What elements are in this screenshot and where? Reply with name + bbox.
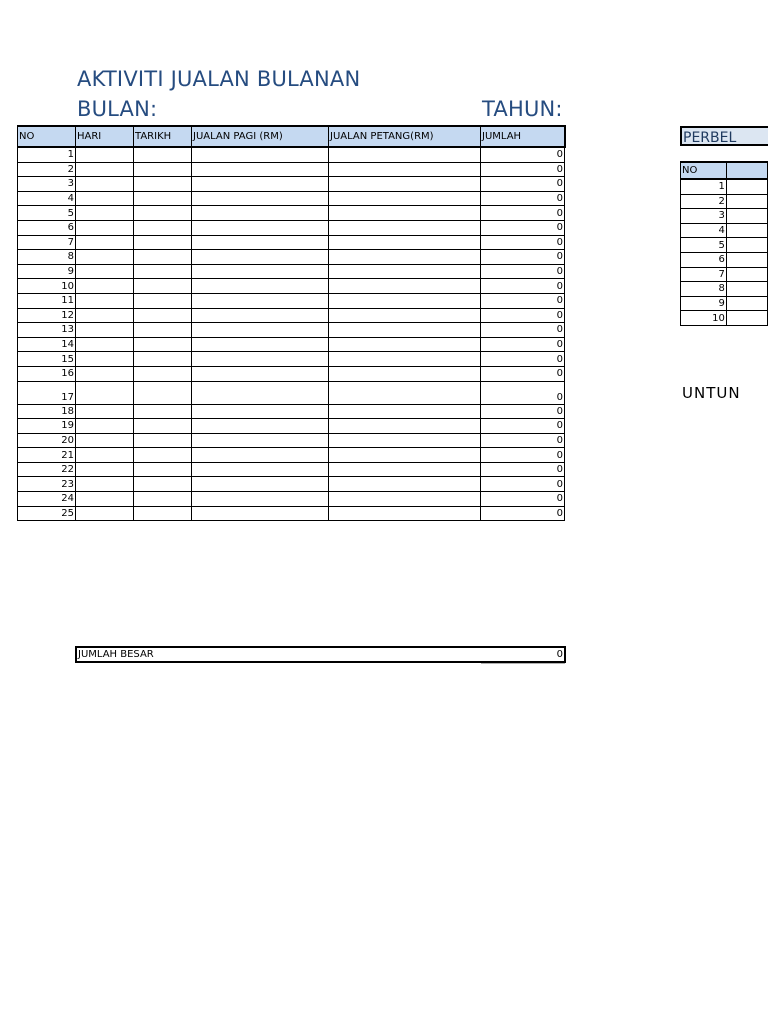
cell-hari[interactable] xyxy=(76,177,134,192)
cell-no: 8 xyxy=(18,250,76,265)
col-header-jumlah: JUMLAH xyxy=(481,126,565,147)
table-row xyxy=(18,250,565,265)
cell-no: 1 xyxy=(18,147,76,162)
cell-jumlah: 0 xyxy=(481,366,565,381)
side-cell-no: 1 xyxy=(681,179,727,194)
cell-jualan-petang[interactable] xyxy=(329,366,481,381)
cell-hari[interactable] xyxy=(76,206,134,221)
cell-tarikh[interactable] xyxy=(134,191,192,206)
cell-jualan-pagi[interactable] xyxy=(192,404,329,419)
cell-tarikh[interactable] xyxy=(134,404,192,419)
table-row xyxy=(18,147,565,162)
cell-jumlah: 0 xyxy=(481,235,565,250)
cell-hari[interactable] xyxy=(76,162,134,177)
cell-jualan-petang[interactable] xyxy=(329,147,481,162)
cell-jualan-pagi[interactable] xyxy=(192,308,329,323)
total-underline xyxy=(481,663,565,664)
cell-hari[interactable] xyxy=(76,477,134,492)
cell-tarikh[interactable] xyxy=(134,279,192,294)
side-table-row xyxy=(681,209,768,224)
cell-jualan-pagi[interactable] xyxy=(192,381,329,404)
cell-jumlah: 0 xyxy=(481,419,565,434)
bulan-label: BULAN: xyxy=(77,97,158,121)
side-table-row xyxy=(681,296,768,311)
cell-tarikh[interactable] xyxy=(134,147,192,162)
cell-no: 5 xyxy=(18,206,76,221)
side-table-body xyxy=(681,179,768,325)
cell-jualan-pagi[interactable] xyxy=(192,191,329,206)
cell-jualan-petang[interactable] xyxy=(329,177,481,192)
cell-no: 11 xyxy=(18,293,76,308)
cell-jualan-petang[interactable] xyxy=(329,419,481,434)
cell-tarikh[interactable] xyxy=(134,235,192,250)
table-row xyxy=(18,462,565,477)
cell-jumlah: 0 xyxy=(481,206,565,221)
side-cell-no: 9 xyxy=(681,296,727,311)
cell-jualan-petang[interactable] xyxy=(329,279,481,294)
cell-tarikh[interactable] xyxy=(134,352,192,367)
cell-no: 20 xyxy=(18,433,76,448)
cell-jualan-petang[interactable] xyxy=(329,308,481,323)
table-row xyxy=(18,293,565,308)
cell-hari[interactable] xyxy=(76,404,134,419)
cell-hari[interactable] xyxy=(76,352,134,367)
cell-hari[interactable] xyxy=(76,308,134,323)
table-row xyxy=(18,235,565,250)
cell-no: 9 xyxy=(18,264,76,279)
cell-no: 16 xyxy=(18,366,76,381)
cell-jualan-pagi[interactable] xyxy=(192,250,329,265)
cell-jumlah: 0 xyxy=(481,293,565,308)
cell-tarikh[interactable] xyxy=(134,462,192,477)
cell-jumlah: 0 xyxy=(481,448,565,463)
table-row xyxy=(18,264,565,279)
side-cell-value[interactable] xyxy=(726,311,767,326)
table-row xyxy=(18,337,565,352)
cell-hari[interactable] xyxy=(76,250,134,265)
cell-jualan-pagi[interactable] xyxy=(192,433,329,448)
cell-no: 2 xyxy=(18,162,76,177)
cell-hari[interactable] xyxy=(76,337,134,352)
table-row xyxy=(18,279,565,294)
cell-jualan-pagi[interactable] xyxy=(192,235,329,250)
cell-hari[interactable] xyxy=(76,235,134,250)
table-header-row xyxy=(18,126,565,147)
cell-jualan-pagi[interactable] xyxy=(192,337,329,352)
cell-tarikh[interactable] xyxy=(134,264,192,279)
cell-no: 13 xyxy=(18,323,76,338)
cell-jualan-petang[interactable] xyxy=(329,381,481,404)
cell-jualan-pagi[interactable] xyxy=(192,477,329,492)
cell-jumlah: 0 xyxy=(481,191,565,206)
cell-jualan-pagi[interactable] xyxy=(192,366,329,381)
cell-hari[interactable] xyxy=(76,419,134,434)
cell-no: 19 xyxy=(18,419,76,434)
tahun-label: TAHUN: xyxy=(482,97,563,121)
cell-jualan-pagi[interactable] xyxy=(192,492,329,507)
cell-jumlah: 0 xyxy=(481,337,565,352)
cell-no: 6 xyxy=(18,220,76,235)
cell-tarikh[interactable] xyxy=(134,206,192,221)
cell-jualan-petang[interactable] xyxy=(329,352,481,367)
cell-no: 14 xyxy=(18,337,76,352)
untuk-label: UNTUN xyxy=(682,384,741,402)
cell-jualan-petang[interactable] xyxy=(329,162,481,177)
side-table xyxy=(680,161,768,326)
cell-jumlah: 0 xyxy=(481,147,565,162)
table-row xyxy=(18,220,565,235)
cell-no: 12 xyxy=(18,308,76,323)
cell-tarikh[interactable] xyxy=(134,162,192,177)
side-col-header-blank xyxy=(726,162,767,179)
cell-tarikh[interactable] xyxy=(134,419,192,434)
cell-hari[interactable] xyxy=(76,448,134,463)
cell-jualan-petang[interactable] xyxy=(329,250,481,265)
cell-jualan-petang[interactable] xyxy=(329,206,481,221)
sales-table-body xyxy=(18,147,565,521)
cell-jualan-petang[interactable] xyxy=(329,506,481,521)
side-cell-no: 8 xyxy=(681,282,727,297)
cell-no: 15 xyxy=(18,352,76,367)
cell-no: 22 xyxy=(18,462,76,477)
cell-jualan-pagi[interactable] xyxy=(192,506,329,521)
cell-jualan-petang[interactable] xyxy=(329,462,481,477)
cell-hari[interactable] xyxy=(76,366,134,381)
cell-jualan-pagi[interactable] xyxy=(192,293,329,308)
cell-jumlah: 0 xyxy=(481,433,565,448)
cell-jualan-pagi[interactable] xyxy=(192,147,329,162)
side-cell-value[interactable] xyxy=(726,296,767,311)
cell-jumlah: 0 xyxy=(481,404,565,419)
cell-jumlah: 0 xyxy=(481,352,565,367)
cell-tarikh[interactable] xyxy=(134,506,192,521)
cell-jumlah: 0 xyxy=(481,250,565,265)
cell-tarikh[interactable] xyxy=(134,293,192,308)
cell-no: 4 xyxy=(18,191,76,206)
side-table-row xyxy=(681,179,768,194)
side-header-row xyxy=(681,162,768,179)
side-table-row xyxy=(681,252,768,267)
cell-hari[interactable] xyxy=(76,381,134,404)
cell-tarikh[interactable] xyxy=(134,323,192,338)
col-header-hari: HARI xyxy=(76,126,134,147)
side-cell-value[interactable] xyxy=(726,282,767,297)
cell-jumlah: 0 xyxy=(481,477,565,492)
cell-jualan-pagi[interactable] xyxy=(192,264,329,279)
side-table-row xyxy=(681,282,768,297)
table-row xyxy=(18,323,565,338)
side-cell-value[interactable] xyxy=(726,252,767,267)
cell-no: 17 xyxy=(18,381,76,404)
grand-total-label: JUMLAH BESAR xyxy=(76,647,481,662)
cell-jumlah: 0 xyxy=(481,279,565,294)
cell-hari[interactable] xyxy=(76,323,134,338)
cell-tarikh[interactable] xyxy=(134,448,192,463)
cell-jualan-petang[interactable] xyxy=(329,191,481,206)
side-panel-clip xyxy=(680,161,768,331)
table-row xyxy=(18,381,565,404)
cell-hari[interactable] xyxy=(76,220,134,235)
side-cell-no: 5 xyxy=(681,238,727,253)
side-cell-value[interactable] xyxy=(726,209,767,224)
col-header-jualan-petang: JUALAN PETANG(RM) xyxy=(329,126,481,147)
side-cell-no: 6 xyxy=(681,252,727,267)
cell-tarikh[interactable] xyxy=(134,220,192,235)
table-row xyxy=(18,352,565,367)
cell-jumlah: 0 xyxy=(481,462,565,477)
col-header-jualan-pagi: JUALAN PAGI (RM) xyxy=(192,126,329,147)
cell-hari[interactable] xyxy=(76,264,134,279)
cell-jumlah: 0 xyxy=(481,381,565,404)
cell-jualan-petang[interactable] xyxy=(329,448,481,463)
cell-jumlah: 0 xyxy=(481,506,565,521)
cell-no: 24 xyxy=(18,492,76,507)
cell-jualan-petang[interactable] xyxy=(329,492,481,507)
cell-hari[interactable] xyxy=(76,147,134,162)
side-cell-no: 3 xyxy=(681,209,727,224)
side-cell-no: 7 xyxy=(681,267,727,282)
cell-hari[interactable] xyxy=(76,506,134,521)
cell-jualan-petang[interactable] xyxy=(329,220,481,235)
cell-jualan-pagi[interactable] xyxy=(192,462,329,477)
cell-jualan-pagi[interactable] xyxy=(192,448,329,463)
cell-jumlah: 0 xyxy=(481,264,565,279)
cell-hari[interactable] xyxy=(76,191,134,206)
col-header-no: NO xyxy=(18,126,76,147)
cell-tarikh[interactable] xyxy=(134,308,192,323)
cell-jumlah: 0 xyxy=(481,492,565,507)
cell-no: 21 xyxy=(18,448,76,463)
table-row xyxy=(18,419,565,434)
side-table-row xyxy=(681,267,768,282)
cell-tarikh[interactable] xyxy=(134,381,192,404)
cell-hari[interactable] xyxy=(76,433,134,448)
cell-jualan-petang[interactable] xyxy=(329,264,481,279)
table-row xyxy=(18,191,565,206)
side-cell-value[interactable] xyxy=(726,179,767,194)
cell-jualan-petang[interactable] xyxy=(329,477,481,492)
table-row xyxy=(18,477,565,492)
cell-jumlah: 0 xyxy=(481,162,565,177)
cell-hari[interactable] xyxy=(76,293,134,308)
cell-jualan-pagi[interactable] xyxy=(192,162,329,177)
cell-tarikh[interactable] xyxy=(134,492,192,507)
cell-no: 18 xyxy=(18,404,76,419)
cell-jualan-pagi[interactable] xyxy=(192,220,329,235)
cell-jualan-petang[interactable] xyxy=(329,235,481,250)
cell-jumlah: 0 xyxy=(481,220,565,235)
side-cell-no: 10 xyxy=(681,311,727,326)
page-title: AKTIVITI JUALAN BULANAN xyxy=(77,67,361,91)
cell-tarikh[interactable] xyxy=(134,433,192,448)
side-cell-value[interactable] xyxy=(726,223,767,238)
side-table-row xyxy=(681,194,768,209)
table-row xyxy=(18,404,565,419)
cell-jumlah: 0 xyxy=(481,177,565,192)
cell-jualan-pagi[interactable] xyxy=(192,352,329,367)
col-header-tarikh: TARIKH xyxy=(134,126,192,147)
cell-jumlah: 0 xyxy=(481,323,565,338)
table-row xyxy=(18,206,565,221)
cell-jualan-petang[interactable] xyxy=(329,323,481,338)
cell-jualan-pagi[interactable] xyxy=(192,206,329,221)
table-row xyxy=(18,433,565,448)
cell-jumlah: 0 xyxy=(481,308,565,323)
table-row xyxy=(18,162,565,177)
cell-jualan-pagi[interactable] xyxy=(192,419,329,434)
table-row xyxy=(18,308,565,323)
cell-no: 25 xyxy=(18,506,76,521)
cell-jualan-pagi[interactable] xyxy=(192,177,329,192)
grand-total-value[interactable]: 0 xyxy=(481,647,565,662)
cell-no: 23 xyxy=(18,477,76,492)
cell-no: 7 xyxy=(18,235,76,250)
side-cell-no: 2 xyxy=(681,194,727,209)
cell-jualan-petang[interactable] xyxy=(329,433,481,448)
cell-no: 3 xyxy=(18,177,76,192)
side-table-row xyxy=(681,223,768,238)
cell-jualan-pagi[interactable] xyxy=(192,323,329,338)
side-table-row xyxy=(681,238,768,253)
cell-jualan-petang[interactable] xyxy=(329,337,481,352)
cell-tarikh[interactable] xyxy=(134,337,192,352)
cell-tarikh[interactable] xyxy=(134,250,192,265)
cell-tarikh[interactable] xyxy=(134,177,192,192)
cell-hari[interactable] xyxy=(76,279,134,294)
table-row xyxy=(18,506,565,521)
table-row xyxy=(18,492,565,507)
cell-tarikh[interactable] xyxy=(134,477,192,492)
table-row xyxy=(18,366,565,381)
side-table-row xyxy=(681,311,768,326)
side-panel-title: PERBEL xyxy=(680,126,768,146)
sales-table xyxy=(17,125,566,521)
grand-total-table xyxy=(75,646,566,663)
cell-jualan-petang[interactable] xyxy=(329,404,481,419)
cell-tarikh[interactable] xyxy=(134,366,192,381)
side-cell-value[interactable] xyxy=(726,238,767,253)
table-row xyxy=(18,448,565,463)
cell-no: 10 xyxy=(18,279,76,294)
side-cell-no: 4 xyxy=(681,223,727,238)
cell-hari[interactable] xyxy=(76,462,134,477)
side-col-header-no: NO xyxy=(681,162,727,179)
cell-jualan-pagi[interactable] xyxy=(192,279,329,294)
side-cell-value[interactable] xyxy=(726,194,767,209)
grand-total-row xyxy=(76,647,565,662)
table-row xyxy=(18,177,565,192)
side-cell-value[interactable] xyxy=(726,267,767,282)
cell-hari[interactable] xyxy=(76,492,134,507)
cell-jualan-petang[interactable] xyxy=(329,293,481,308)
